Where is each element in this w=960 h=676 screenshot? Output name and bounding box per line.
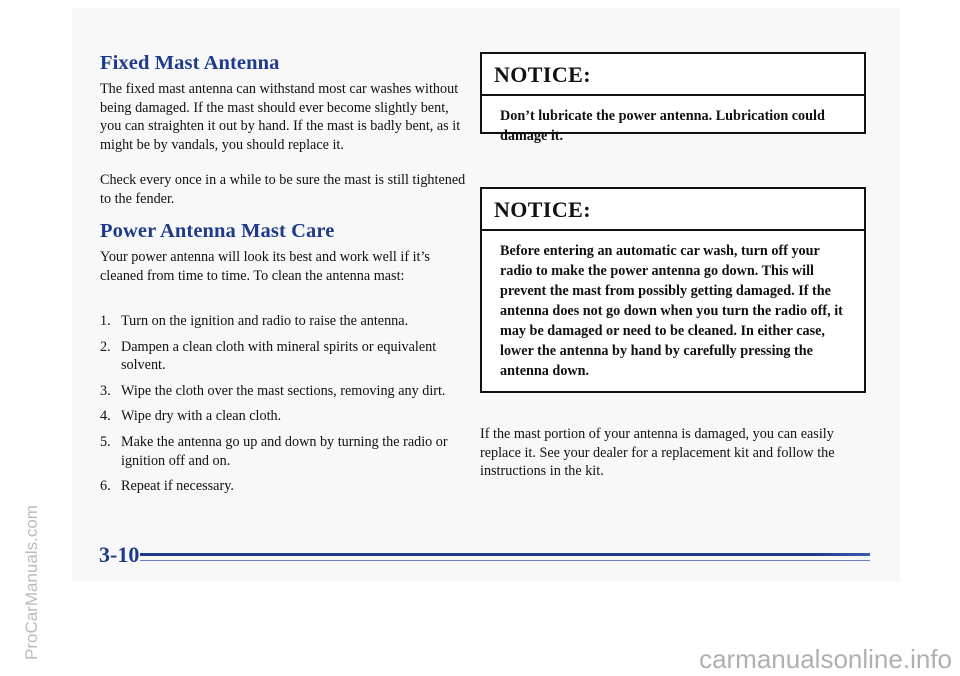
notice-body: Don’t lubricate the power antenna. Lubrication could damage it. [500,108,825,144]
paragraph-power-antenna-intro: Your power antenna will look its best and work well if it’s cleaned from time to time. To clean the antenna mast: [100,249,430,284]
cleaning-steps-list [100,312,470,503]
notice-box-lubrication [480,52,866,144]
notice-title: NOTICE: [482,54,864,96]
paragraph-check-mast: Check every once in a while to be sure the mast is still tightened to the fender. [100,172,466,207]
list-item: 2. Dampen a clean cloth with mineral spirits or equivalent solvent. [100,338,437,374]
paragraph-replace-mast: If the mast portion of your antenna is damaged, you can easily replace it. See your dealer for a replacement kit and follow the instructions in the kit. [480,426,835,480]
footer-rule-thin [140,560,870,561]
bottom-watermark: carmanualsonline.info [699,644,952,674]
paragraph-fixed-mast: The fixed mast antenna can withstand most car washes without being damaged. If the mast should ever become slightly bent, you can straighten it out by hand. If the mast is badly bent, as it might be by vandals, you should replace it. [100,81,461,153]
notice-box-car-wash [480,187,866,393]
list-item: 5. Make the antenna go up and down by turning the radio or ignition off and on. [100,433,448,469]
list-item: 6. Repeat if necessary. [100,478,234,495]
heading-power-antenna-care: Power Antenna Mast Care [100,220,335,242]
side-watermark-text: ProCarManuals.com [22,505,41,660]
list-item: 4. Wipe dry with a clean cloth. [100,408,282,425]
footer-rule [140,553,870,556]
heading-fixed-mast-antenna: Fixed Mast Antenna [100,52,280,74]
notice-body: Before entering an automatic car wash, turn off your radio to make the power antenna go down. This will prevent the mast from possibly getting damaged. If the antenna does not go down when you turn the radio off, it may be damaged or need to be cleaned. In either case, lower the antenna by hand by carefully pressing the antenna down. [500,243,843,379]
side-watermark [4,190,41,670]
list-item: 3. Wipe the cloth over the mast sections, removing any dirt. [100,382,446,399]
list-item: 1. Turn on the ignition and radio to raise the antenna. [100,313,409,329]
notice-title: NOTICE: [482,189,864,231]
page-number: 3-10 [99,542,140,567]
